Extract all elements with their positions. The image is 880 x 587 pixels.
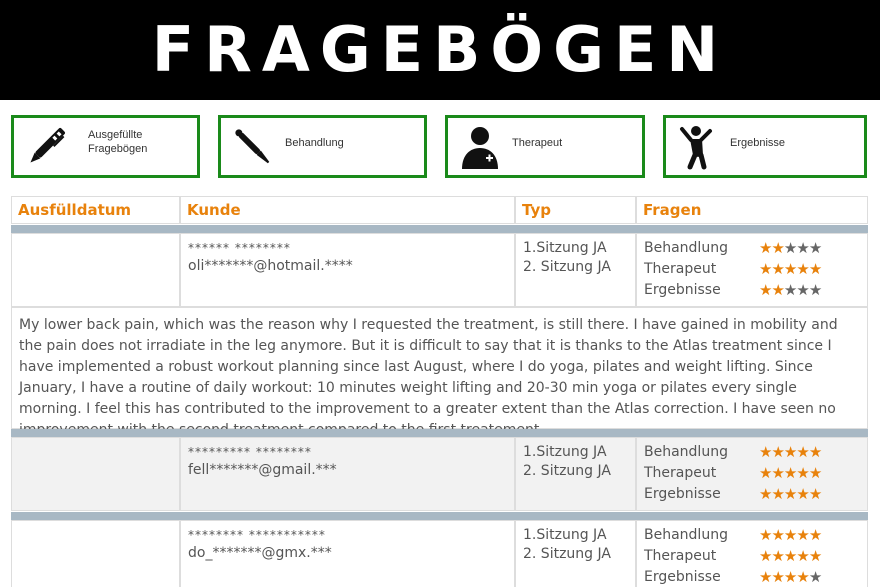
category-label: Ausgefüllte Fragebögen: [88, 129, 148, 155]
type-cell: [515, 437, 636, 511]
star-filled-icon: ★: [771, 568, 784, 586]
customer-cell: [180, 520, 515, 587]
type-session-2: 2. Sitzung JA: [523, 259, 611, 275]
row-separator: [11, 225, 868, 233]
column-header-questions[interactable]: Fragen: [636, 196, 868, 224]
customer-name: ********* ********: [188, 445, 312, 459]
type-session-2: 2. Sitzung JA: [523, 463, 611, 479]
comment-text: My lower back pain, which was the reason why I requested the treatment, is still there. I have gained in mobility and the pain does not irradiate in the leg anymore. But it is difficult to say that it is thanks to the Atlas treatment since I have implemented a robust workout planning since last August, where I do yoga, pilates and weight lifting. Since January, I have a routine of daily workout: 10 minutes weight lifting and 20-30 min yoga or pilates every single morning. I feel this has contributed to the improvement to a greater extent than the Atlas correction. I have seen no: [19, 317, 838, 417]
star-filled-icon: ★: [771, 485, 784, 503]
star-filled-icon: ★: [808, 485, 822, 503]
star-filled-icon: ★: [796, 547, 809, 565]
star-filled-icon: ★: [759, 464, 772, 482]
star-filled-icon: ★: [759, 568, 772, 586]
type-session-1: 1.Sitzung JA: [523, 444, 607, 460]
star-filled-icon: ★: [808, 464, 822, 482]
star-rating: [759, 567, 821, 587]
doctor-icon: [456, 123, 504, 171]
star-filled-icon: ★: [771, 547, 784, 565]
rating-label: Ergebnisse: [644, 486, 721, 502]
person-jumping-icon: [674, 123, 722, 171]
customer-email: do_*******@gmx.***: [188, 545, 332, 561]
comment-cell: [11, 307, 868, 429]
star-rating: [759, 238, 821, 259]
column-header-customer[interactable]: Kunde: [180, 196, 515, 224]
rating-label: Behandlung: [644, 240, 728, 256]
star-filled-icon: ★: [783, 464, 797, 482]
star-filled-icon: ★: [759, 485, 772, 503]
customer-name: ****** ********: [188, 241, 291, 255]
rating-label: Ergebnisse: [644, 569, 721, 585]
star-filled-icon: ★: [783, 547, 797, 565]
star-filled-icon: ★: [808, 260, 822, 278]
star-filled-icon: ★: [808, 547, 822, 565]
star-filled-icon: ★: [808, 443, 822, 461]
star-filled-icon: ★: [796, 485, 809, 503]
star-filled-icon: ★: [771, 239, 784, 257]
star-filled-icon: ★: [796, 568, 809, 586]
star-empty-icon: ★: [808, 568, 822, 586]
star-filled-icon: ★: [783, 485, 797, 503]
type-session-1: 1.Sitzung JA: [523, 240, 607, 256]
star-filled-icon: ★: [796, 526, 809, 544]
questions-cell: [636, 437, 868, 511]
type-cell: [515, 233, 636, 307]
star-filled-icon: ★: [771, 281, 784, 299]
star-filled-icon: ★: [796, 464, 809, 482]
star-rating: [759, 463, 821, 484]
star-filled-icon: ★: [783, 568, 797, 586]
star-filled-icon: ★: [759, 281, 772, 299]
star-empty-icon: ★: [808, 239, 822, 257]
type-session-1: 1.Sitzung JA: [523, 527, 607, 543]
questions-cell: [636, 233, 868, 307]
star-empty-icon: ★: [808, 281, 822, 299]
category-filled-questionnaires[interactable]: [11, 115, 200, 178]
questions-cell: [636, 520, 868, 587]
star-filled-icon: ★: [796, 443, 809, 461]
star-filled-icon: ★: [759, 239, 772, 257]
star-filled-icon: ★: [783, 443, 797, 461]
star-filled-icon: ★: [771, 260, 784, 278]
star-rating: [759, 525, 821, 546]
customer-email: fell*******@gmail.***: [188, 462, 337, 478]
row-separator: [11, 512, 868, 520]
category-label: Therapeut: [512, 137, 563, 149]
star-empty-icon: ★: [796, 281, 809, 299]
star-empty-icon: ★: [783, 281, 797, 299]
column-header-date[interactable]: Ausfülldatum: [11, 196, 180, 224]
star-rating: [759, 442, 821, 463]
category-treatment[interactable]: [218, 115, 427, 178]
star-rating: [759, 546, 821, 567]
date-cell: [11, 520, 180, 587]
category-label: Ergebnisse: [730, 137, 786, 149]
star-filled-icon: ★: [783, 526, 797, 544]
type-session-2: 2. Sitzung JA: [523, 546, 611, 562]
page-title: FRAGEBÖGEN: [151, 13, 729, 86]
rating-label: Therapeut: [644, 548, 717, 564]
star-rating: [759, 484, 821, 505]
rating-label: Behandlung: [644, 444, 728, 460]
star-filled-icon: ★: [783, 260, 797, 278]
star-empty-icon: ★: [783, 239, 797, 257]
row-separator: [11, 429, 868, 437]
star-filled-icon: ★: [759, 260, 772, 278]
star-empty-icon: ★: [796, 239, 809, 257]
date-cell: [11, 233, 180, 307]
rating-label: Behandlung: [644, 527, 728, 543]
banner: [0, 0, 880, 100]
customer-cell: [180, 233, 515, 307]
star-filled-icon: ★: [759, 443, 772, 461]
category-therapist[interactable]: [445, 115, 645, 178]
star-filled-icon: ★: [771, 526, 784, 544]
star-rating: [759, 280, 821, 301]
date-cell: [11, 437, 180, 511]
star-rating: [759, 259, 821, 280]
star-filled-icon: ★: [759, 526, 772, 544]
star-filled-icon: ★: [759, 547, 772, 565]
star-filled-icon: ★: [771, 443, 784, 461]
category-results[interactable]: [663, 115, 867, 178]
star-filled-icon: ★: [796, 260, 809, 278]
massage-tool-icon: [229, 123, 277, 171]
rating-label: Therapeut: [644, 465, 717, 481]
rating-label: Ergebnisse: [644, 282, 721, 298]
pen-icon: [22, 123, 70, 171]
rating-label: Therapeut: [644, 261, 717, 277]
customer-email: oli*******@hotmail.****: [188, 258, 353, 274]
star-filled-icon: ★: [808, 526, 822, 544]
category-label: Behandlung: [285, 137, 344, 149]
customer-cell: [180, 437, 515, 511]
type-cell: [515, 520, 636, 587]
column-header-type[interactable]: Typ: [515, 196, 636, 224]
customer-name: ******** ***********: [188, 528, 326, 542]
star-filled-icon: ★: [771, 464, 784, 482]
